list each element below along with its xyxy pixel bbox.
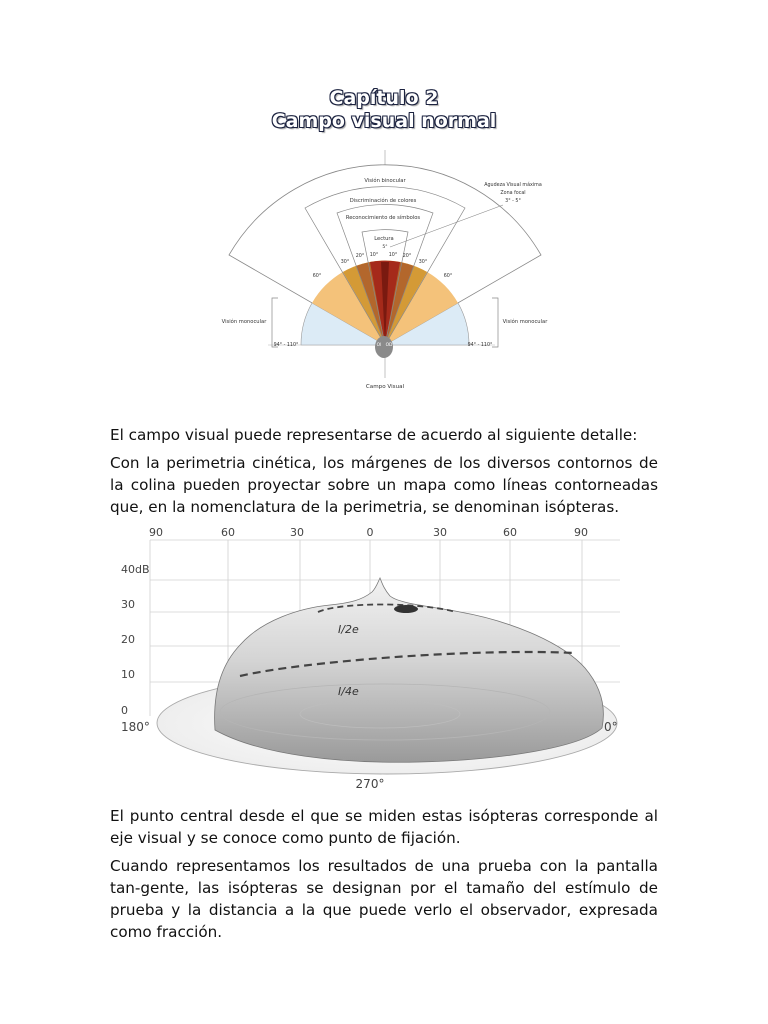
top-tick-labels xyxy=(149,526,588,539)
label-270: 270° xyxy=(355,777,385,791)
label-binocular: Visión binocular xyxy=(364,178,406,184)
label-acuity-3: 3° - 5° xyxy=(505,199,521,204)
label-eye-right: OD xyxy=(385,343,393,348)
tick-top-90-right: 90 xyxy=(574,526,588,539)
paragraph-2: Con la perimetria cinética, los márgenes de los diversos contornos de la colina pueden proyectar sobre un mapa como líneas contorneadas que, en la nomenclatura de la perimetria, se denominan isópteras. xyxy=(110,454,658,516)
label-60-left: 60° xyxy=(312,274,322,279)
isopter-label-i2e: I/2e xyxy=(338,623,359,636)
chapter-title: Campo visual normal xyxy=(271,110,497,132)
tick-left-30: 30 xyxy=(121,598,135,611)
label-30-right: 30° xyxy=(418,260,428,265)
label-symbols: Reconocimiento de símbolos xyxy=(345,215,421,221)
tick-top-30-right: 30 xyxy=(433,526,447,539)
chapter-number: Capítulo 2 xyxy=(329,87,439,109)
label-acuity-2: Zona focal xyxy=(500,191,526,196)
isopter-label-i4e: I/4e xyxy=(338,685,359,698)
label-range-left: 94° - 110° xyxy=(273,343,299,348)
label-colors: Discriminación de colores xyxy=(349,198,417,204)
label-0: 0° xyxy=(604,720,618,734)
tick-left-10: 10 xyxy=(121,668,135,681)
tick-top-60-left: 60 xyxy=(221,526,235,539)
label-range-right: 94° - 110° xyxy=(467,343,493,348)
paragraph-3: El punto central desde el que se miden estas isópteras corresponde al eje visual y se conoce como punto de fijación. xyxy=(110,807,658,847)
label-20-right: 20° xyxy=(402,254,412,259)
tick-left-20: 20 xyxy=(121,633,135,646)
label-10-left: 10° xyxy=(369,253,379,258)
left-tick-labels xyxy=(121,563,150,717)
tick-top-90-left: 90 xyxy=(149,526,163,539)
label-monocular-right: Visión monocular xyxy=(502,319,548,325)
label-acuity-1: Agudeza Visual máxima xyxy=(484,183,542,188)
label-reading-angle: 5° xyxy=(382,245,388,250)
label-180: 180° xyxy=(121,720,150,734)
hill-of-vision-diagram xyxy=(110,522,655,794)
blind-spot xyxy=(394,605,418,613)
label-60-right: 60° xyxy=(443,274,453,279)
label-20-left: 20° xyxy=(355,254,365,259)
paragraph-4: Cuando representamos los resultados de una prueba con la pantalla tan-gente, las isópteras se designan por el tamaño del estímulo de prueba y la distancia a la que puede verlo el observador, expresada como fracción. xyxy=(110,857,658,941)
tick-top-60-right: 60 xyxy=(503,526,517,539)
label-reading: Lectura xyxy=(374,236,394,242)
label-eye-left: OI xyxy=(376,343,382,348)
label-10-right: 10° xyxy=(388,253,398,258)
label-monocular-left: Visión monocular xyxy=(221,319,267,325)
tick-left-0: 0 xyxy=(121,704,128,717)
visual-field-diagram xyxy=(210,148,560,398)
figure-caption: Campo Visual xyxy=(365,384,405,390)
tick-top-0: 0 xyxy=(366,526,374,539)
tick-top-30-left: 30 xyxy=(290,526,304,539)
tick-left-40db: 40dB xyxy=(121,563,150,576)
paragraph-1: El campo visual puede representarse de acuerdo al siguiente detalle: xyxy=(110,426,638,444)
label-30-left: 30° xyxy=(340,260,350,265)
